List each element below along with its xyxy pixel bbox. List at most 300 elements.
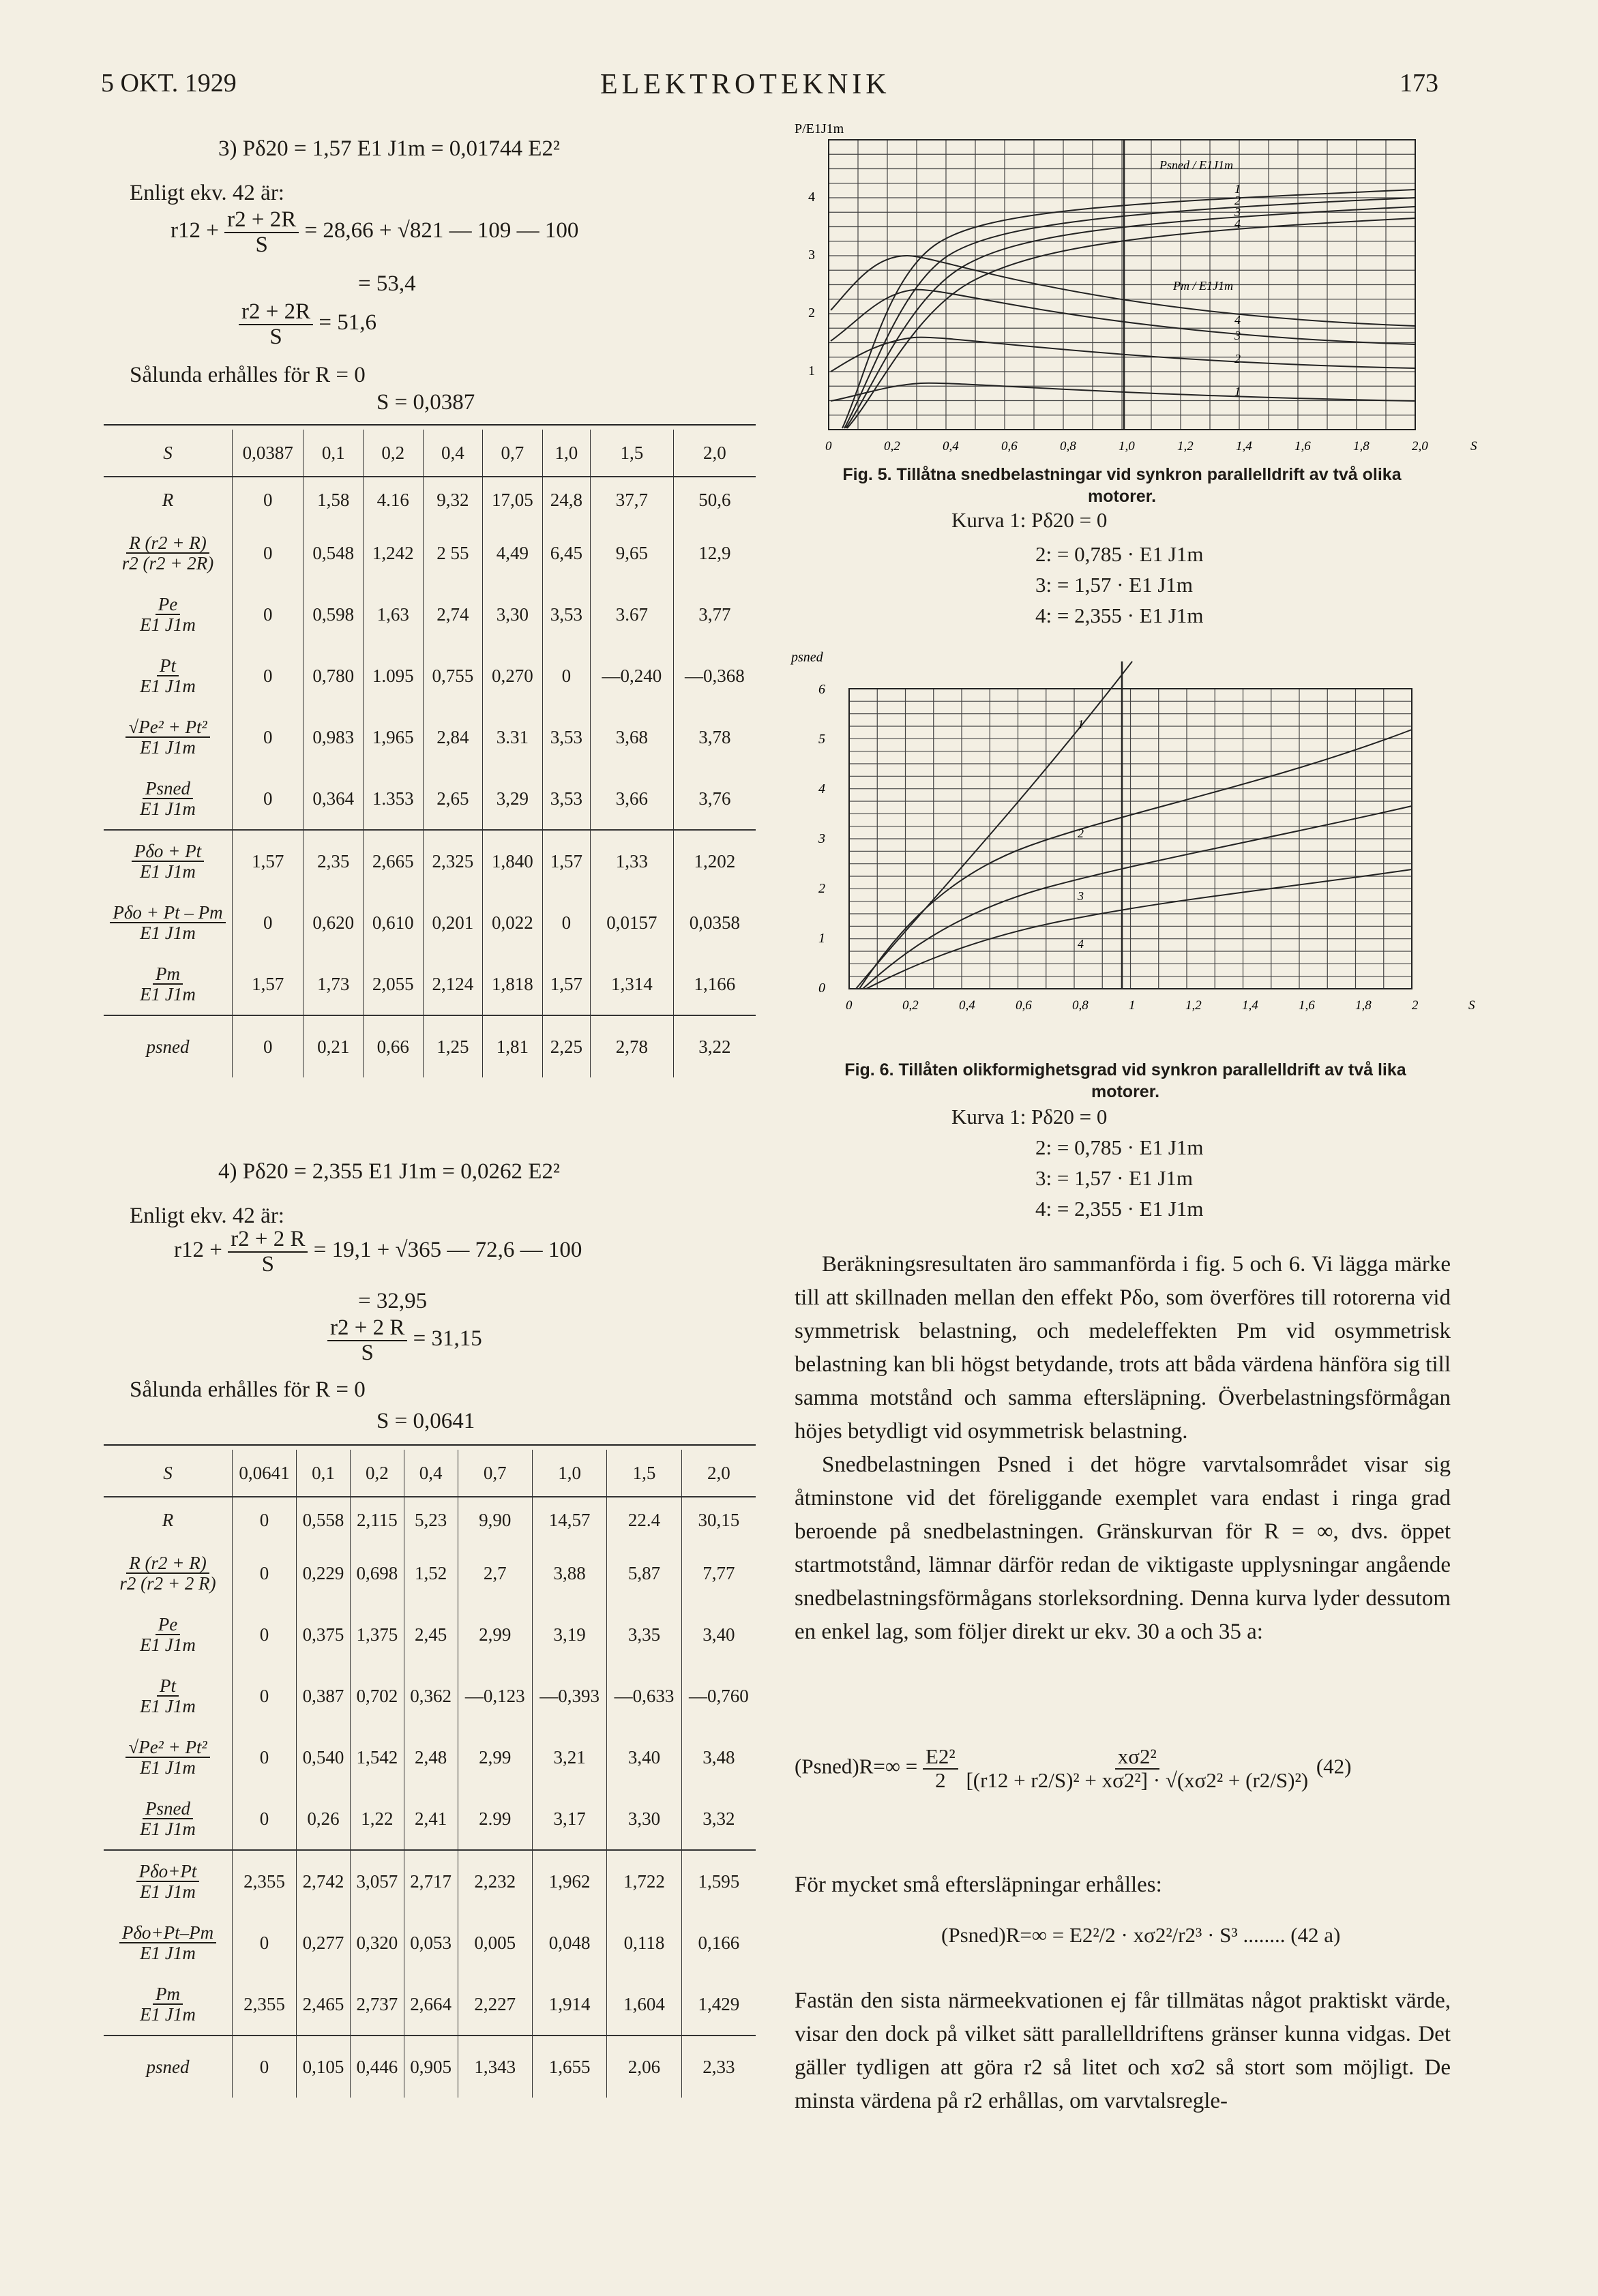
table-cell: 1,33	[591, 830, 673, 892]
table-cell: 0,166	[681, 1912, 756, 1973]
case4-result2: S = 0,0641	[376, 1409, 475, 1433]
eq-lhs: r12 +	[171, 218, 219, 243]
fig6-curve-label-2: 2	[1078, 826, 1084, 840]
case3-result2: S = 0,0387	[376, 390, 475, 415]
table-cell: 3,68	[591, 706, 673, 768]
table-cell: 2,355	[233, 1973, 297, 2036]
table-row	[104, 2036, 756, 2098]
table-cell: 3,30	[483, 584, 543, 645]
equation-42a	[941, 1923, 1340, 1948]
eq-rhs: = 51,6	[319, 310, 376, 336]
fig6-ylabel: psned	[791, 650, 823, 665]
table-row-label: $\frac{\text{√Pe² + Pt²}}{E1 J1m}$	[104, 706, 233, 768]
table-cell: 1,52	[404, 1542, 458, 1604]
table-cell: 1,202	[673, 830, 756, 892]
eq-rhs: = 19,1 + √365 — 72,6 — 100	[313, 1238, 582, 1263]
table-cell: —0,760	[681, 1665, 756, 1727]
fig6-ytick: 2	[818, 881, 825, 896]
eq-rhs: = 31,15	[413, 1326, 482, 1352]
table-cell: 2,355	[233, 1850, 297, 1912]
table-cell: 0,270	[483, 645, 543, 706]
fig5-curve-label-3: 3	[1234, 205, 1241, 219]
table-cell: 2,665	[364, 830, 424, 892]
fig5-pm-label-3: 3	[1234, 329, 1241, 342]
case4-eq1	[174, 1227, 582, 1276]
table-cell: 12,9	[673, 522, 756, 584]
table-col-header: 1,5	[591, 430, 673, 477]
table-cell: 5,23	[404, 1497, 458, 1542]
table-cell: 1,242	[364, 522, 424, 584]
table-cell: 2,78	[591, 1015, 673, 1077]
paragraph-4: Fastän den sista närmeekvationen ej får tillmätas något praktiskt värde, visar den dock på vilket sätt parallelldriftens gränser kunna vidgas. Det gäller tydligen att göra r2 så litet och xσ2 så stort som möjligt. De minsta värdena på r2 erhållas, om varvtalsregle-	[795, 1988, 1451, 2113]
table-cell: 2,227	[458, 1973, 532, 2036]
case3-eq2: = 53,4	[358, 271, 416, 296]
table-cell: 1,25	[423, 1015, 483, 1077]
fig5-xtick: 1,6	[1294, 439, 1311, 453]
table-cell: 0,21	[304, 1015, 364, 1077]
table-cell: 1,914	[532, 1973, 606, 2036]
table-cell: 1,375	[350, 1604, 404, 1665]
table-cell: 1,818	[483, 953, 543, 1015]
table-cell: 1,429	[681, 1973, 756, 2036]
fig5-curve-label-4: 4	[1234, 217, 1241, 230]
table-col-header: S	[104, 1450, 233, 1497]
fig5-kurva-2: 2: = 0,785 · E1 J1m	[1035, 542, 1204, 566]
table-row	[104, 1973, 756, 2036]
table-cell: 7,77	[681, 1542, 756, 1604]
fig6-xtick: S	[1468, 998, 1475, 1013]
body-text-3	[795, 1984, 1451, 2118]
table-col-header: 2,0	[681, 1450, 756, 1497]
fig5-pm-label-4: 4	[1234, 313, 1241, 327]
table-cell: 2,35	[304, 830, 364, 892]
fig5-sned-2	[844, 198, 1415, 428]
fig5-pm-label-2: 2	[1234, 352, 1241, 366]
table-cell: 22.4	[607, 1497, 681, 1542]
table4-top-rule	[104, 1444, 756, 1446]
table-header-row	[104, 430, 756, 477]
table-row-label: $\frac{\text{Pδo + Pt}}{E1 J1m}$	[104, 830, 233, 892]
table-cell: 0	[233, 1727, 297, 1788]
table-row-label: $\frac{Pe}{E1 J1m}$	[140, 1613, 196, 1655]
table-cell: 2,465	[297, 1973, 351, 2036]
fig6-xtick: 0	[846, 998, 853, 1013]
fig5-xtick: 0	[825, 439, 832, 453]
table-cell: 0,26	[297, 1788, 351, 1850]
table-cell: 0,320	[350, 1912, 404, 1973]
table-cell: 0	[233, 1542, 297, 1604]
fig5-ytick: 4	[808, 190, 815, 205]
fig5-ytick: 3	[808, 248, 815, 263]
table-cell: 2,33	[681, 2036, 756, 2098]
table-cell: 0,558	[297, 1497, 351, 1542]
fig6-kurva-4: 4: = 2,355 · E1 J1m	[1035, 1197, 1204, 1221]
table-cell: 1,73	[304, 953, 364, 1015]
table-col-header: 1,5	[607, 1450, 681, 1497]
table-cell: 0	[542, 645, 591, 706]
table-cell: 0,620	[304, 892, 364, 953]
table-cell: 2,742	[297, 1850, 351, 1912]
fig6-ytick: 5	[818, 732, 825, 747]
table-cell: 0	[233, 706, 304, 768]
table-cell: 0	[233, 477, 304, 522]
table3	[104, 430, 756, 1077]
table-cell: 2,737	[350, 1973, 404, 2036]
table-row-label: $\frac{Pe}{E1 J1m}$	[140, 593, 196, 635]
table-cell: 2,664	[404, 1973, 458, 2036]
fig6-ytick: 4	[818, 781, 825, 796]
table-cell: 2,717	[404, 1850, 458, 1912]
body-text-2	[795, 1868, 1451, 1902]
table-cell: 0,053	[404, 1912, 458, 1973]
table-row	[104, 1727, 756, 1788]
fig6-caption: Fig. 6. Tillåten olikformighetsgrad vid synkron parallelldrift av två lika motorer.	[844, 1060, 1406, 1101]
table-cell: 0,702	[350, 1665, 404, 1727]
table-cell: 1,166	[673, 953, 756, 1015]
eq42a-rhs: E2²/2 · xσ2²/r2³ · S³ ........ (42 a)	[1069, 1923, 1341, 1947]
table-row	[104, 830, 756, 892]
table-cell: 2,84	[423, 706, 483, 768]
table-cell: 3,35	[607, 1604, 681, 1665]
table-cell: 0,983	[304, 706, 364, 768]
table-cell: 24,8	[542, 477, 591, 522]
table-row-label: $\frac{\text{Pδo+Pt}}{E1 J1m}$	[104, 1850, 233, 1912]
table-row-label: $\frac{\text{Pδo+Pt–Pm}}{E1 J1m}$	[104, 1912, 233, 1973]
fig5-pm-label-1: 1	[1234, 385, 1241, 398]
table-cell: 3,057	[350, 1850, 404, 1912]
table-cell: 3,30	[607, 1788, 681, 1850]
fig6-xtick: 0,2	[902, 998, 919, 1013]
table-cell: 0,005	[458, 1912, 532, 1973]
table-cell: 0,548	[304, 522, 364, 584]
table-cell: 1,57	[233, 953, 304, 1015]
case3-eq1	[171, 208, 578, 256]
fig5-kurva-4: 4: = 2,355 · E1 J1m	[1035, 603, 1204, 627]
eq-fraction: $\frac{r2 + 2 R}{S}$	[228, 1227, 308, 1276]
table-cell: 4,49	[483, 522, 543, 584]
fig6-curve-label-4: 4	[1078, 937, 1084, 951]
table-cell: 1,58	[304, 477, 364, 522]
fig5-curve-label-1: 1	[1234, 182, 1241, 196]
fig6-ytick: 6	[818, 682, 825, 697]
table-cell: 3,66	[591, 768, 673, 830]
table-cell: 2,41	[404, 1788, 458, 1850]
table-cell: 1,965	[364, 706, 424, 768]
case3-eq-ref: Enligt ekv. 42 är:	[130, 181, 284, 205]
table-row	[104, 706, 756, 768]
table-cell: 0,698	[350, 1542, 404, 1604]
table-cell: 9,65	[591, 522, 673, 584]
table-cell: 37,7	[591, 477, 673, 522]
table-cell: 0,755	[423, 645, 483, 706]
table-cell: 3,77	[673, 584, 756, 645]
eq-fraction: $\frac{r2 + 2R}{S}$	[239, 300, 313, 348]
table-cell: 2,25	[542, 1015, 591, 1077]
table-cell: 3,76	[673, 768, 756, 830]
table-cell: 0	[233, 768, 304, 830]
eq-fraction: $\frac{r2 + 2R}{S}$	[224, 208, 299, 256]
table-cell: 0	[233, 1604, 297, 1665]
table-col-header: 0,1	[304, 430, 364, 477]
paragraph-3: För mycket små eftersläpningar erhålles:	[795, 1873, 1162, 1897]
table-cell: 1,722	[607, 1850, 681, 1912]
fig6-curve-4	[866, 869, 1412, 989]
fig6-ytick: 0	[818, 981, 825, 996]
eq-lhs: r12 +	[174, 1238, 222, 1263]
table-cell: 1,63	[364, 584, 424, 645]
table-cell: 3,88	[532, 1542, 606, 1604]
table-row	[104, 1912, 756, 1973]
table-cell: 9,90	[458, 1497, 532, 1542]
table-cell: 0,022	[483, 892, 543, 953]
table-cell: 1,22	[350, 1788, 404, 1850]
table-cell: 0,540	[297, 1727, 351, 1788]
table-cell: 0,364	[304, 768, 364, 830]
table-cell: 0,66	[364, 1015, 424, 1077]
table-cell: 0	[233, 1912, 297, 1973]
table-cell: 3,40	[607, 1727, 681, 1788]
table-cell: —0,368	[673, 645, 756, 706]
table-col-header: 0,0641	[233, 1450, 297, 1497]
table-row	[104, 892, 756, 953]
table-cell: 0,598	[304, 584, 364, 645]
table-row-label: $\frac{Pt}{E1 J1m}$	[140, 1675, 196, 1716]
table-cell: 2,232	[458, 1850, 532, 1912]
fig6-curve-3	[863, 806, 1412, 989]
table-row	[104, 1665, 756, 1727]
table-col-header: 0,0387	[233, 430, 304, 477]
case4-eq3	[327, 1316, 482, 1365]
table-row-label: R	[162, 489, 174, 510]
table-cell: 1,604	[607, 1973, 681, 2036]
table-col-header: 0,7	[483, 430, 543, 477]
table-row-label: $\frac{Pt}{E1 J1m}$	[140, 655, 196, 696]
fig6-curve-label-1: 1	[1078, 717, 1084, 731]
table-cell: 1,655	[532, 2036, 606, 2098]
table-cell: 3,19	[532, 1604, 606, 1665]
fig6-xtick: 1,2	[1185, 998, 1202, 1013]
case4-heading: 4) Pδ20 = 2,355 E1 J1m = 0,0262 E2²	[218, 1159, 560, 1184]
table-col-header: 0,1	[297, 1450, 351, 1497]
table-cell: 0	[233, 892, 304, 953]
table-cell: 4.16	[364, 477, 424, 522]
table-cell: 3,32	[681, 1788, 756, 1850]
fig6-xtick: 1,6	[1299, 998, 1315, 1013]
paragraph-2: Snedbelastningen Psned i det högre varvtalsområdet visar sig åtminstone vid det föreliggande exemplet vara endast i ringa grad beroende på snedbelastningen. Gränskurvan för R = ∞, dvs. öppet startmotstånd, lämnar därför redan de viktigaste upplysningar angående snedbelastningsförmågans storleksordning. Denna kurva lyder dessutom en enkel lag, som följer direkt ur ekv. 30 a och 35 a:	[795, 1452, 1451, 1644]
table-cell: 0	[233, 584, 304, 645]
eq42-tag: (42)	[1316, 1754, 1352, 1778]
fig6-kurva-2: 2: = 0,785 · E1 J1m	[1035, 1135, 1204, 1159]
table-cell: 1.095	[364, 645, 424, 706]
fig5-chart	[791, 116, 1477, 457]
table-cell: 2,06	[607, 2036, 681, 2098]
table-row-label: $\frac{\text{Psned}}{E1 J1m}$	[140, 777, 196, 819]
table-header-row	[104, 1450, 756, 1497]
table-cell: —0,633	[607, 1665, 681, 1727]
table-cell: 0	[233, 1497, 297, 1542]
table-cell: 3.31	[483, 706, 543, 768]
fig6-curve-label-3: 3	[1078, 889, 1084, 903]
fig5-xtick: 0,4	[943, 439, 959, 453]
table-row	[104, 1542, 756, 1604]
fig6-xtick: 0,6	[1016, 998, 1032, 1013]
table-col-header: 1,0	[532, 1450, 606, 1497]
fig5-xtick: 2,0	[1412, 439, 1428, 453]
case3-result1: Sålunda erhålles för R = 0	[130, 363, 366, 387]
fig5-xtick: 1,0	[1119, 439, 1135, 453]
table-cell: 1,57	[233, 830, 304, 892]
fig5-ylabel: P/E1J1m	[795, 121, 844, 136]
table-col-header: 2,0	[673, 430, 756, 477]
fig6-xtick: 1,4	[1242, 998, 1258, 1013]
table-cell: 3,53	[542, 768, 591, 830]
equation-42	[795, 1746, 1352, 1791]
table-row-label: $\frac{R (r2 + R)}{r2 (r2 + 2R)}$	[121, 532, 214, 573]
case3-heading: 3) Pδ20 = 1,57 E1 J1m = 0,01744 E2²	[218, 136, 560, 161]
table-col-header: 1,0	[542, 430, 591, 477]
table-cell: 0,048	[532, 1912, 606, 1973]
table-cell: 1,57	[542, 830, 591, 892]
table-cell: 0	[233, 522, 304, 584]
table-cell: —0,123	[458, 1665, 532, 1727]
case4-result1: Sålunda erhålles för R = 0	[130, 1377, 366, 1402]
fig5-ytick: 1	[808, 363, 815, 378]
table-cell: 0,375	[297, 1604, 351, 1665]
table-col-header: 0,4	[404, 1450, 458, 1497]
table-cell: 1,314	[591, 953, 673, 1015]
table-cell: 2,325	[423, 830, 483, 892]
fig6-xtick: 0,8	[1072, 998, 1089, 1013]
header-date: 5 OKT. 1929	[101, 69, 237, 98]
fig5-xtick: 0,8	[1060, 439, 1076, 453]
table-row	[104, 953, 756, 1015]
table-row	[104, 1850, 756, 1912]
table-cell: 3,17	[532, 1788, 606, 1850]
eq-fraction: $\frac{r2 + 2 R}{S}$	[327, 1316, 407, 1365]
table-row	[104, 768, 756, 830]
table-cell: 2,99	[458, 1604, 532, 1665]
table-cell: 0,905	[404, 2036, 458, 2098]
body-text	[795, 1248, 1451, 1649]
table-cell: 0,780	[304, 645, 364, 706]
table-cell: 0	[233, 645, 304, 706]
journal-title: ELEKTROTEKNIK	[600, 69, 891, 100]
table-row-label: psned	[104, 2036, 233, 2098]
table-cell: 0,0157	[591, 892, 673, 953]
fig6-ytick: 3	[818, 831, 825, 846]
table-cell: 0	[233, 1665, 297, 1727]
fig5-xtick: 1,2	[1177, 439, 1194, 453]
fig6-xtick: 1,8	[1355, 998, 1372, 1013]
table-cell: 0,0358	[673, 892, 756, 953]
table-cell: 3,48	[681, 1727, 756, 1788]
fig6-chart	[791, 648, 1473, 1043]
table-cell: 17,05	[483, 477, 543, 522]
fig5-xtick: 0,2	[884, 439, 900, 453]
table-cell: 2,99	[458, 1727, 532, 1788]
fig6-kurva-1: Kurva 1: Pδ20 = 0	[951, 1105, 1108, 1129]
table-cell: 0	[542, 892, 591, 953]
eq42-frac2: $\frac{\text{xσ2²}}{\text{[(r12 + r2/S)² + xσ2²] · √(xσ2² + (r2/S)²)}}$	[966, 1744, 1309, 1792]
table-cell: 2,48	[404, 1727, 458, 1788]
page-number: 173	[1400, 69, 1438, 98]
table-cell: 14,57	[532, 1497, 606, 1542]
fig5-kurva-3: 3: = 1,57 · E1 J1m	[1035, 573, 1194, 597]
paragraph-1: Beräkningsresultaten äro sammanförda i fig. 5 och 6. Vi lägga märke till att skillnaden mellan den effekt Pδo, som överföres till rotorerna vid symmetrisk belastning, och medeleffekten Pm vid osymmetrisk belastning kan bli högst betydande, trots att båda värdena hänföra sig till samma motstånd och samma eftersläpning. Överbelastningsförmågan höjes betydligt vid osymmetrisk belastning.	[795, 1252, 1451, 1444]
table-cell: —0,240	[591, 645, 673, 706]
table-row-label: $\frac{\text{√Pe² + Pt²}}{E1 J1m}$	[104, 1727, 233, 1788]
table-row-label: $\frac{R (r2 + R)}{r2 (r2 + 2 R)}$	[119, 1552, 216, 1594]
fig5-label-sned: Psned / E1J1m	[1159, 158, 1233, 172]
table-cell: 1,595	[681, 1850, 756, 1912]
table-cell: 2,74	[423, 584, 483, 645]
table-row-label: psned	[104, 1015, 233, 1077]
table3-top-rule	[104, 424, 756, 426]
table-row	[104, 1604, 756, 1665]
table-cell: 1,57	[542, 953, 591, 1015]
table-cell: 0,105	[297, 2036, 351, 2098]
table-cell: 2,124	[423, 953, 483, 1015]
table4	[104, 1450, 756, 2098]
table-cell: 3,78	[673, 706, 756, 768]
table-row-label: R	[162, 1509, 174, 1530]
table-cell: 2,65	[423, 768, 483, 830]
table-cell: 0,610	[364, 892, 424, 953]
table-cell: 0,277	[297, 1912, 351, 1973]
table-cell: 0	[233, 1015, 304, 1077]
table-cell: —0,393	[532, 1665, 606, 1727]
fig6-xtick: 0,4	[959, 998, 975, 1013]
table-cell: 2,055	[364, 953, 424, 1015]
table-col-header: 0,4	[423, 430, 483, 477]
case4-eq-ref: Enligt ekv. 42 är:	[130, 1204, 284, 1228]
fig5-xtick: S	[1470, 439, 1477, 453]
table-cell: 0,387	[297, 1665, 351, 1727]
table-cell: 1,542	[350, 1727, 404, 1788]
table-cell: 0,201	[423, 892, 483, 953]
table-cell: 2,115	[350, 1497, 404, 1542]
case4-eq2: = 32,95	[358, 1289, 428, 1313]
table-row-label: $\frac{\text{Pδo + Pt – Pm}}{E1 J1m}$	[104, 892, 233, 953]
fig5-kurva-1: Kurva 1: Pδ20 = 0	[951, 508, 1108, 532]
table-cell: 6,45	[542, 522, 591, 584]
table-cell: 1,343	[458, 2036, 532, 2098]
table-cell: 0,362	[404, 1665, 458, 1727]
fig5-xtick: 1,8	[1353, 439, 1370, 453]
table-cell: 2.99	[458, 1788, 532, 1850]
table-row	[104, 1497, 756, 1542]
fig5-xtick: 1,4	[1236, 439, 1252, 453]
fig5-grid	[829, 140, 1415, 430]
table-row	[104, 645, 756, 706]
table-cell: 9,32	[423, 477, 483, 522]
case3-eq3	[239, 300, 376, 348]
table-cell: 3,21	[532, 1727, 606, 1788]
table-row	[104, 1015, 756, 1077]
table-cell: 0,229	[297, 1542, 351, 1604]
fig6-xtick: 2	[1412, 998, 1419, 1013]
fig6-curve-2	[859, 730, 1412, 989]
table-cell: 30,15	[681, 1497, 756, 1542]
table-cell: 1.353	[364, 768, 424, 830]
fig5-ytick: 2	[808, 305, 815, 320]
table-row	[104, 1788, 756, 1850]
fig6-curve-1	[856, 661, 1132, 989]
table-row-label: $\frac{Pm}{E1 J1m}$	[140, 963, 196, 1004]
table-cell: 2 55	[423, 522, 483, 584]
table-cell: 3,29	[483, 768, 543, 830]
table-cell: 0,118	[607, 1912, 681, 1973]
